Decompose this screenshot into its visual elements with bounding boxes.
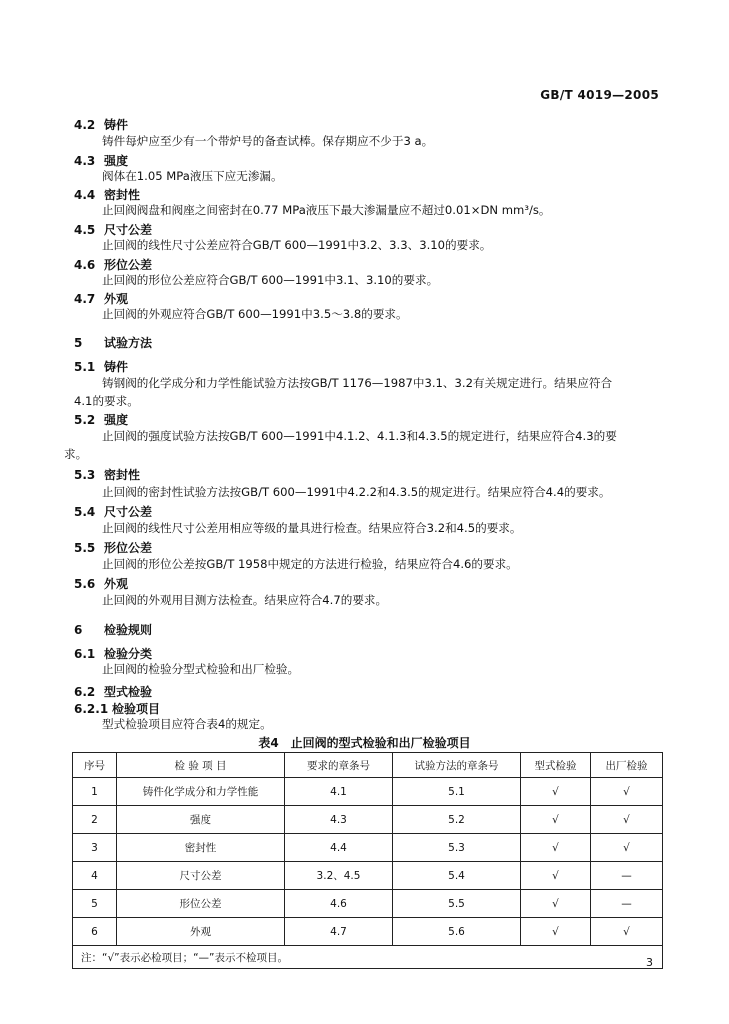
section-number: 5.3 <box>74 468 96 482</box>
table-cell: 3.2、4.5 <box>285 862 393 890</box>
table-cell: 密封性 <box>117 834 285 862</box>
table-cell: √ <box>591 778 663 806</box>
section-title: 铸件 <box>104 118 129 132</box>
table-cell: 5.2 <box>393 806 521 834</box>
section-number: 5.2 <box>74 413 96 427</box>
table-row <box>73 834 663 862</box>
table-cell: 3 <box>73 834 117 862</box>
table-cell: √ <box>591 918 663 946</box>
section-title: 密封性 <box>104 188 141 202</box>
section-5-5-text: 止回阀的形位公差按GB/T 1958中规定的方法进行检验，结果应符合4.6的要求。 <box>102 557 518 571</box>
table-cell: — <box>591 862 663 890</box>
section-5-2-text-line2: 求。 <box>64 447 88 461</box>
section-4-2-text: 铸件每炉应至少有一个带炉号的备查试棒。保存期应不少于3 a。 <box>102 134 434 148</box>
section-5-1-text-line1: 铸钢阀的化学成分和力学性能试验方法按GB/T 1176—1987中3.1、3.2有关规定进行。结果应符合 <box>102 376 613 390</box>
table-row <box>73 862 663 890</box>
section-4-5-text: 止回阀的线性尺寸公差应符合GB/T 600—1991中3.2、3.3、3.10的要求。 <box>102 238 492 252</box>
section-5-1-text-line2: 4.1的要求。 <box>74 394 139 408</box>
section-number: 5.1 <box>74 360 96 374</box>
section-title: 形位公差 <box>104 258 153 272</box>
section-title: 型式检验 <box>104 685 153 699</box>
table-cell: 4.7 <box>285 918 393 946</box>
section-number: 5 <box>74 336 83 350</box>
section-number: 4.5 <box>74 223 96 237</box>
section-4-4-text: 止回阀阀盘和阀座之间密封在0.77 MPa液压下最大渗漏量应不超过0.01×DN mm³/s。 <box>102 203 551 217</box>
section-5-5-heading <box>74 539 152 556</box>
table-header-cell: 检 验 项 目 <box>117 753 285 778</box>
section-title: 强度 <box>104 154 129 168</box>
table-header-cell: 要求的章条号 <box>285 753 393 778</box>
page-number: 3 <box>646 956 653 969</box>
section-4-3-text: 阀体在1.05 MPa液压下应无渗漏。 <box>102 169 283 183</box>
section-6-2-1-heading <box>74 700 160 717</box>
section-5-1-heading <box>74 358 128 375</box>
table-cell: 铸件化学成分和力学性能 <box>117 778 285 806</box>
section-5-6-text: 止回阀的外观用目测方法检查。结果应符合4.7的要求。 <box>102 593 388 607</box>
section-4-4-heading <box>74 186 140 203</box>
section-4-6-text: 止回阀的形位公差应符合GB/T 600—1991中3.1、3.10的要求。 <box>102 273 439 287</box>
section-title: 检验分类 <box>104 647 153 661</box>
table-cell: 5.1 <box>393 778 521 806</box>
table-cell: 2 <box>73 806 117 834</box>
section-number: 4.4 <box>74 188 96 202</box>
table-cell: 5 <box>73 890 117 918</box>
section-4-6-heading <box>74 256 152 273</box>
table-header-cell: 出厂检验 <box>591 753 663 778</box>
section-5-6-heading <box>74 575 128 592</box>
section-title: 试验方法 <box>104 336 153 350</box>
table-cell: 1 <box>73 778 117 806</box>
table-header-cell: 试验方法的章条号 <box>393 753 521 778</box>
table-cell: √ <box>521 806 591 834</box>
section-title: 外观 <box>104 292 129 306</box>
section-number: 6.2 <box>74 685 96 699</box>
table-cell: 外观 <box>117 918 285 946</box>
table-cell: 5.4 <box>393 862 521 890</box>
table-caption: 表4 止回阀的型式检验和出厂检验项目 <box>258 736 471 750</box>
table-cell: √ <box>521 778 591 806</box>
section-title: 检验项目 <box>112 702 161 716</box>
table-cell: 6 <box>73 918 117 946</box>
section-number: 5.5 <box>74 541 96 555</box>
section-6-2-1-text: 型式检验项目应符合表4的规定。 <box>102 717 272 731</box>
section-title: 检验规则 <box>104 623 153 637</box>
section-number: 6.1 <box>74 647 96 661</box>
table-cell: 4.3 <box>285 806 393 834</box>
table-header-row <box>73 753 663 778</box>
table-cell: √ <box>521 834 591 862</box>
table-row <box>73 806 663 834</box>
table-cell: 形位公差 <box>117 890 285 918</box>
table-cell: √ <box>591 834 663 862</box>
table-row <box>73 778 663 806</box>
section-number: 5.4 <box>74 505 96 519</box>
section-6-1-text: 止回阀的检验分型式检验和出厂检验。 <box>102 662 300 676</box>
section-5-heading <box>74 334 152 351</box>
table-cell: — <box>591 890 663 918</box>
section-4-2-heading <box>74 116 128 133</box>
section-number: 4.7 <box>74 292 96 306</box>
table-cell: 4 <box>73 862 117 890</box>
table-cell: 尺寸公差 <box>117 862 285 890</box>
table-cell: √ <box>521 862 591 890</box>
section-5-3-heading <box>74 466 140 483</box>
table-cell: 强度 <box>117 806 285 834</box>
table-cell: √ <box>521 890 591 918</box>
standard-number: GB/T 4019—2005 <box>540 88 659 102</box>
table-row <box>73 918 663 946</box>
section-6-2-heading <box>74 683 152 700</box>
section-5-3-text: 止回阀的密封性试验方法按GB/T 600—1991中4.2.2和4.3.5的规定进行。结果应符合4.4的要求。 <box>102 485 611 499</box>
section-title: 形位公差 <box>104 541 153 555</box>
section-5-4-heading <box>74 503 152 520</box>
table-cell: 5.3 <box>393 834 521 862</box>
section-6-1-heading <box>74 645 152 662</box>
section-title: 外观 <box>104 577 129 591</box>
section-number: 6 <box>74 623 83 637</box>
section-title: 尺寸公差 <box>104 505 153 519</box>
section-title: 尺寸公差 <box>104 223 153 237</box>
section-5-4-text: 止回阀的线性尺寸公差用相应等级的量具进行检查。结果应符合3.2和4.5的要求。 <box>102 521 522 535</box>
table-cell: √ <box>521 918 591 946</box>
section-4-5-heading <box>74 221 152 238</box>
section-5-2-text-line1: 止回阀的强度试验方法按GB/T 600—1991中4.1.2、4.1.3和4.3.5的规定进行，结果应符合4.3的要 <box>102 429 617 443</box>
table-note-row <box>73 946 663 969</box>
table-cell: 5.6 <box>393 918 521 946</box>
inspection-items-table <box>72 752 663 969</box>
section-number: 4.2 <box>74 118 96 132</box>
section-5-2-heading <box>74 411 128 428</box>
table-row <box>73 890 663 918</box>
section-4-7-text: 止回阀的外观应符合GB/T 600—1991中3.5～3.8的要求。 <box>102 307 408 321</box>
section-4-7-heading <box>74 290 128 307</box>
section-number: 5.6 <box>74 577 96 591</box>
section-number: 4.3 <box>74 154 96 168</box>
table-cell: 4.6 <box>285 890 393 918</box>
table-cell: 4.1 <box>285 778 393 806</box>
section-title: 强度 <box>104 413 129 427</box>
table-cell: 5.5 <box>393 890 521 918</box>
section-title: 铸件 <box>104 360 129 374</box>
table-cell: √ <box>591 806 663 834</box>
section-4-3-heading <box>74 152 128 169</box>
section-number: 6.2.1 <box>74 702 109 716</box>
section-6-heading <box>74 621 152 638</box>
table-cell: 4.4 <box>285 834 393 862</box>
section-number: 4.6 <box>74 258 96 272</box>
section-title: 密封性 <box>104 468 141 482</box>
table-header-cell: 型式检验 <box>521 753 591 778</box>
table-header-cell: 序号 <box>73 753 117 778</box>
table-note: 注：“√”表示必检项目；“—”表示不检项目。 <box>73 946 663 969</box>
